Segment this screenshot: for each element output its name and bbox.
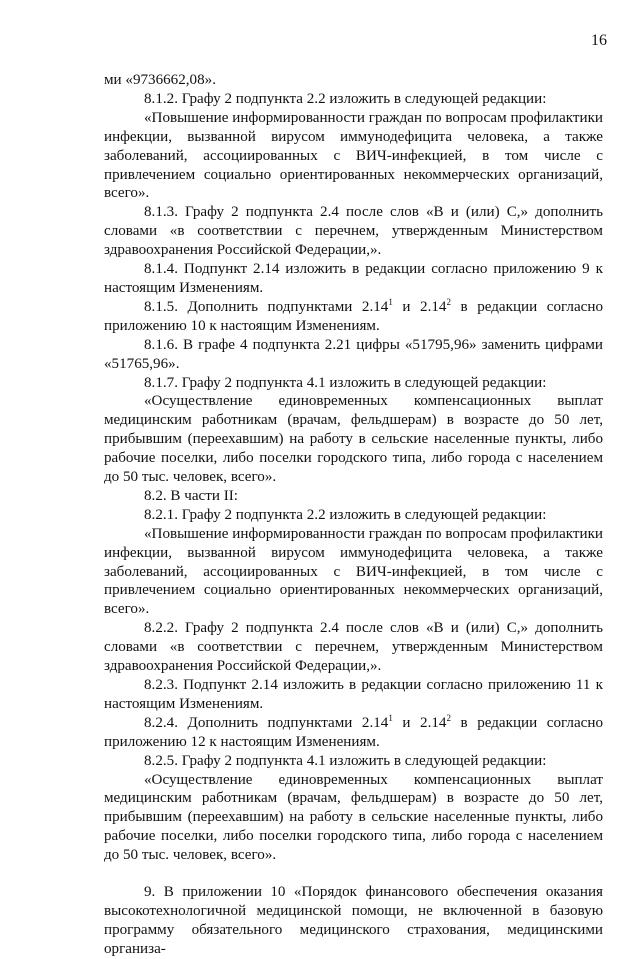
paragraph-8-1-3: 8.1.3. Графу 2 подпункта 2.4 после слов «В и (или) С,» дополнить словами «в соответствии с перечнем, утвержденным Министерством здравоохранения Российской Федерации,». <box>104 204 603 259</box>
paragraph-8-1-6: 8.1.6. В графе 4 подпункта 2.21 цифры «51795,96» заменить цифрами «51765,96». <box>104 336 603 372</box>
paragraph-8-1-7-quote: «Осуществление единовременных компенсационных выплат медицинским работникам (врачам, фельдшерам) в возрасте до 50 лет, прибывшим (переехавшим) на работу в сельские населенные пункты, либо рабочие поселки, либо поселки городского типа, либо города с населением до 50 тыс. человек, всего». <box>104 393 603 486</box>
paragraph-8-2-3: 8.2.3. Подпункт 2.14 изложить в редакции согласно приложению 11 к настоящим Изменениям. <box>104 677 603 712</box>
paragraph-8-1-5 <box>104 298 603 336</box>
superscript: 2 <box>446 712 451 723</box>
paragraph-8-2-4-part-a: 8.2.4. Дополнить подпунктами 2.14 <box>144 714 389 731</box>
paragraph-8-2-5: 8.2.5. Графу 2 подпункта 4.1 изложить в следующей редакции: <box>144 752 547 769</box>
paragraph-8-1-2: 8.1.2. Графу 2 подпункта 2.2 изложить в следующей редакции: <box>144 90 547 107</box>
paragraph-8-2-4 <box>104 714 603 752</box>
paragraph-8-1-2-quote: «Повышение информированности граждан по вопросам профилактики инфекции, вызванной вирусом иммунодефицита человека, а также заболеваний, ассоциированных с ВИЧ-инфекцией, в том числе с привлечением социально ориентированных некоммерческих организаций, всего». <box>104 109 603 202</box>
paragraph-8-1-7: 8.1.7. Графу 2 подпункта 4.1 изложить в следующей редакции: <box>144 374 547 391</box>
paragraph-8-2-5-quote: «Осуществление единовременных компенсационных выплат медицинским работникам (врачам, фельдшерам) в возрасте до 50 лет, прибывшим (переехавшим) на работу в сельские населенные пункты, либо рабочие поселки, либо поселки городского типа, либо города с населением до 50 тыс. человек, всего». <box>104 771 603 864</box>
paragraph-8-2-1-quote: «Повышение информированности граждан по вопросам профилактики инфекции, вызванной вирусом иммунодефицита человека, а также заболеваний, ассоциированных с ВИЧ-инфекцией, в том числе с привлечением социально ориентированных некоммерческих организаций, всего». <box>104 525 603 618</box>
paragraph-8-2: 8.2. В части II: <box>144 487 238 504</box>
paragraph-8-2-2: 8.2.2. Графу 2 подпункта 2.4 после слов «В и (или) С,» дополнить словами «в соответствии с перечнем, утвержденным Министерством здравоохранения Российской Федерации,». <box>104 620 603 675</box>
superscript: 2 <box>446 296 451 307</box>
paragraph-8-2-1: 8.2.1. Графу 2 подпункта 2.2 изложить в следующей редакции: <box>144 506 547 523</box>
document-body <box>104 71 603 959</box>
page-number: 16 <box>591 32 607 49</box>
paragraph-8-1-5-part-b: и 2.14 <box>392 298 447 315</box>
paragraph-8-2-4-part-c: в редакции согласно приложению 12 к настоящим Изменениям. <box>104 714 603 750</box>
superscript: 1 <box>388 712 393 723</box>
paragraph-8-1-5-part-a: 8.1.5. Дополнить подпунктами 2.14 <box>144 298 389 315</box>
superscript: 1 <box>388 296 393 307</box>
paragraph-8-1-5-part-c: в редакции согласно приложению 10 к настоящим Изменениям. <box>104 298 603 334</box>
paragraph-8-1-4: 8.1.4. Подпункт 2.14 изложить в редакции согласно приложению 9 к настоящим Изменениям. <box>104 261 603 296</box>
paragraph-9: 9. В приложении 10 «Порядок финансового обеспечения оказания высокотехнологичной медицинской помощи, не включенной в базовую программу обязательного медицинского страхования, медицинскими организа- <box>104 884 603 957</box>
paragraph-continuation: ми «9736662,08». <box>104 72 216 88</box>
paragraph-8-2-4-part-b: и 2.14 <box>392 714 447 731</box>
